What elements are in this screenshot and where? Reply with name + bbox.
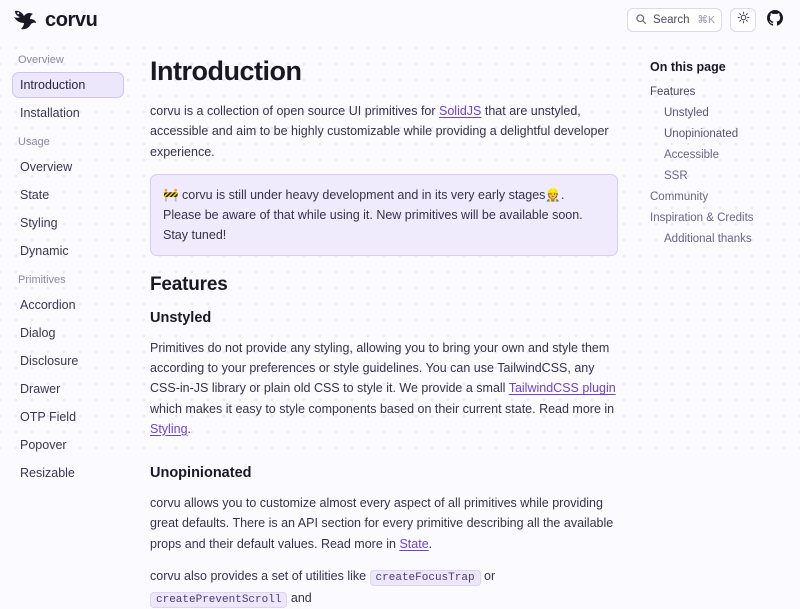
features-heading: Features [150, 273, 228, 295]
toc-item-community[interactable]: Community [650, 191, 709, 203]
unopinionated-heading: Unopinionated [150, 465, 252, 482]
development-notice-callout [150, 174, 618, 256]
toc-item-ssr[interactable]: SSR [664, 170, 688, 182]
state-link[interactable]: State [399, 536, 429, 551]
sidebar-item-drawer[interactable]: Drawer [20, 382, 61, 396]
sidebar-item-resizable[interactable]: Resizable [20, 466, 75, 480]
sidebar-item-popover[interactable]: Popover [20, 438, 67, 452]
intro-text-b: that are unstyled, accessible and aim to be highly customizable while providing a delightful developer experience. [150, 104, 609, 159]
sidebar-item-dialog[interactable]: Dialog [20, 326, 56, 340]
toc-item-inspiration-credits[interactable]: Inspiration & Credits [650, 212, 754, 224]
toc-item-features[interactable]: Features [650, 86, 696, 98]
search-label: Search [653, 14, 690, 26]
main-content [134, 40, 640, 609]
header-actions [627, 8, 786, 32]
utilities-paragraph [150, 566, 618, 609]
sidebar-item-disclosure[interactable]: Disclosure [20, 354, 79, 368]
unstyled-heading: Unstyled [150, 309, 212, 326]
unstyled-text-a: Primitives do not provide any styling, allowing you to bring your own and style them according to your preferences or style guidelines. You can use TailwindCSS, any CSS-in-JS library or plain old CSS to style it. We provide a small [150, 340, 610, 396]
callout-text: 🚧 corvu is still under heavy development and in its very early stages👷. Please be aware of that while using it. New primitives will be available soon. Stay tuned! [163, 187, 583, 242]
unopinionated-text-a: corvu allows you to customize almost every aspect of all primitives while providing great defaults. There is an API section for every primitive describing all the available props and their default values. Read more in [150, 496, 614, 551]
unstyled-text-c: . [187, 421, 192, 436]
sidebar-item-introduction[interactable]: Introduction [12, 72, 124, 98]
intro-text-a: corvu is a collection of open source UI primitives for [150, 104, 440, 119]
sidebar-group-title-overview: Overview [18, 54, 64, 66]
tailwindcss-plugin-link[interactable]: TailwindCSS plugin [508, 381, 616, 396]
sidebar-item-state[interactable]: State [20, 188, 50, 202]
sidebar-item-overview[interactable]: Overview [20, 160, 73, 174]
section-spacer [150, 451, 618, 465]
intro-paragraph [150, 101, 618, 162]
site-header [0, 0, 800, 40]
table-of-contents [640, 40, 800, 609]
github-icon [767, 10, 783, 31]
unopinionated-paragraph [150, 493, 618, 554]
sidebar-item-styling[interactable]: Styling [20, 216, 58, 230]
utilities-text-a: corvu also provides a set of utilities like [150, 568, 370, 583]
search-button[interactable] [627, 8, 722, 32]
sidebar-group-title-primitives: Primitives [18, 274, 66, 286]
sidebar-item-dynamic[interactable]: Dynamic [20, 244, 69, 258]
search-icon [635, 13, 647, 28]
sidebar-group-title-usage: Usage [18, 136, 50, 148]
unstyled-text-b: which makes it easy to style components based on their current state. Read more in [150, 401, 615, 416]
unopinionated-text-b: . [428, 536, 433, 551]
unstyled-paragraph [150, 338, 618, 439]
github-link[interactable] [764, 8, 786, 32]
toc-item-unopinionated[interactable]: Unopinionated [664, 128, 739, 140]
toc-item-unstyled[interactable]: Unstyled [664, 107, 709, 119]
raven-logo-icon [12, 8, 38, 32]
page-title: Introduction [150, 56, 302, 86]
search-shortcut: ⌘K [697, 14, 715, 26]
brand-name: corvu [45, 8, 98, 31]
code-create-prevent-scroll: createPreventScroll [150, 592, 287, 608]
sidebar [0, 40, 134, 609]
toc-item-additional-thanks[interactable]: Additional thanks [664, 233, 752, 245]
solidjs-link[interactable]: SolidJS [439, 104, 482, 119]
sidebar-item-installation[interactable]: Installation [20, 106, 80, 120]
toc-item-accessible[interactable]: Accessible [664, 149, 719, 161]
code-create-focus-trap: createFocusTrap [370, 570, 481, 586]
theme-toggle-button[interactable] [730, 8, 756, 32]
utilities-text-c: and [287, 590, 312, 605]
styling-link[interactable]: Styling [150, 421, 188, 436]
utilities-text-b: or [480, 568, 496, 583]
sidebar-item-accordion[interactable]: Accordion [20, 298, 76, 312]
brand[interactable] [12, 8, 97, 32]
sun-icon [737, 11, 750, 29]
sidebar-item-otp-field[interactable]: OTP Field [20, 410, 77, 424]
toc-title: On this page [650, 60, 726, 74]
